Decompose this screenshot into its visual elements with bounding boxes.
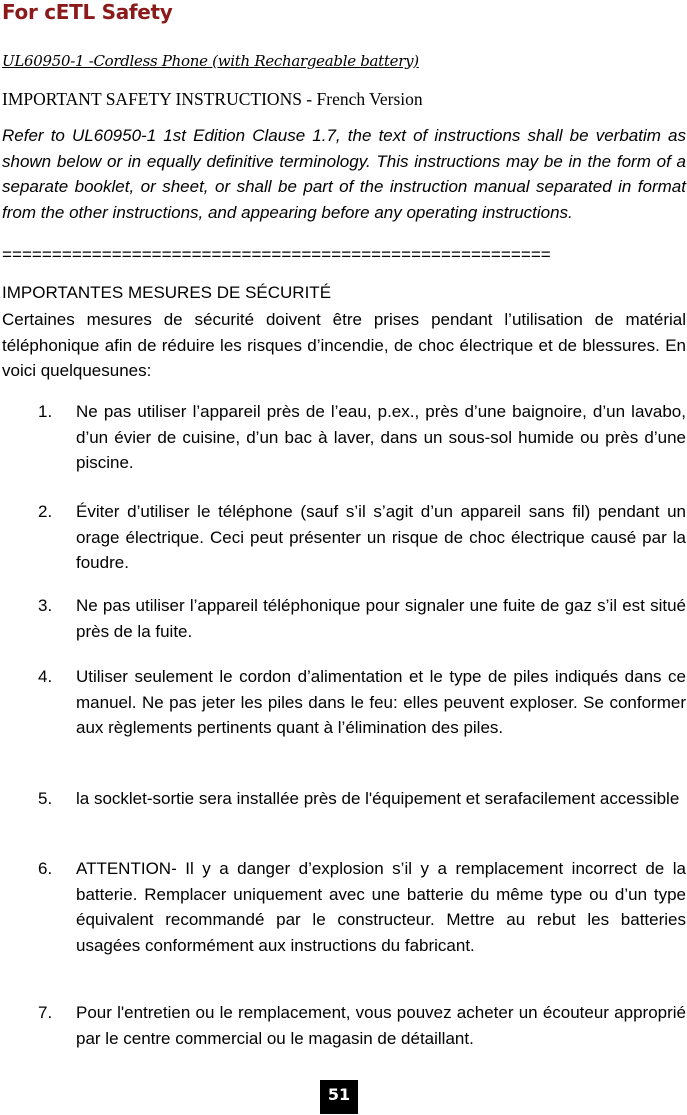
list-item-number: 5. <box>38 789 53 808</box>
list-item-text: Éviter d’utiliser le téléphone (sauf s’il s’agit d’un appareil sans fil) pendant un orage électrique. Ceci peut présenter un risque de choc électrique causé par la foudre. <box>76 502 686 573</box>
list-item-text: ATTENTION- Il y a danger d’explosion s’il y a remplacement incorrect de la batterie. Remplacer uniquement avec une batterie du même type ou d’un type équivalent recommandé par le constructeur. Mettre au rebut les batteries usagées conformément aux instructions du fabricant. <box>76 859 686 955</box>
list-item-number: 6. <box>38 859 53 878</box>
french-intro: Certaines mesures de sécurité doivent être prises pendant l’utilisation de matérial téléphonique afin de réduire les risques d’incendie, de choc électrique et de blessures. En voici quelquesunes: <box>2 310 686 381</box>
list-item <box>38 1000 686 1051</box>
separator-line: ======================================================= <box>2 245 551 264</box>
list-item-number: 3. <box>38 596 53 615</box>
list-item-number: 2. <box>38 502 53 521</box>
list-item <box>38 856 686 958</box>
list-item-number: 7. <box>38 1003 53 1022</box>
list-item-text: Pour l'entretien ou le remplacement, vous pouvez acheter un écouteur approprié par le centre commercial ou le magasin de détaillant. <box>76 1003 686 1048</box>
list-item <box>38 399 686 476</box>
list-item <box>38 499 686 576</box>
section-title: For cETL Safety <box>2 0 173 24</box>
list-item <box>38 786 686 812</box>
french-title: IMPORTANTES MESURES DE SÉCURITÉ <box>2 283 332 302</box>
list-item <box>38 593 686 644</box>
list-item <box>38 664 686 741</box>
list-item-number: 4. <box>38 667 53 686</box>
standard-reference: UL60950-1 -Cordless Phone (with Rechargeable battery) <box>2 52 419 70</box>
list-item-text: Ne pas utiliser l’appareil près de l’eau, p.ex., près d’une baignoire, d’un lavabo, d’un évier de cuisine, d’un bac à laver, dans un sous-sol humide ou près d’une piscine. <box>76 402 686 473</box>
list-item-number: 1. <box>38 402 53 421</box>
list-item-text: Ne pas utiliser l’appareil téléphonique pour signaler une fuite de gaz s’il est situé près de la fuite. <box>76 596 686 641</box>
list-item-text: Utiliser seulement le cordon d’alimentation et le type de piles indiqués dans ce manuel. Ne pas jeter les piles dans le feu: elles peuvent exploser. Se conformer aux règlements pertinents quant à l’élimination des piles. <box>76 667 686 738</box>
intro-paragraph: Refer to UL60950-1 1st Edition Clause 1.7, the text of instructions shall be verbatim as shown below or in equally definitive terminology. This instructions may be in the form of a separate booklet, or sheet, or shall be part of the instruction manual separated in format from the other instructions, and appearing before any operating instructions. <box>2 126 686 222</box>
instructions-heading: IMPORTANT SAFETY INSTRUCTIONS - French Version <box>2 89 423 109</box>
page-number: 51 <box>320 1080 358 1114</box>
list-item-text: la socklet-sortie sera installée près de l'équipement et serafacilement accessible <box>76 789 680 808</box>
